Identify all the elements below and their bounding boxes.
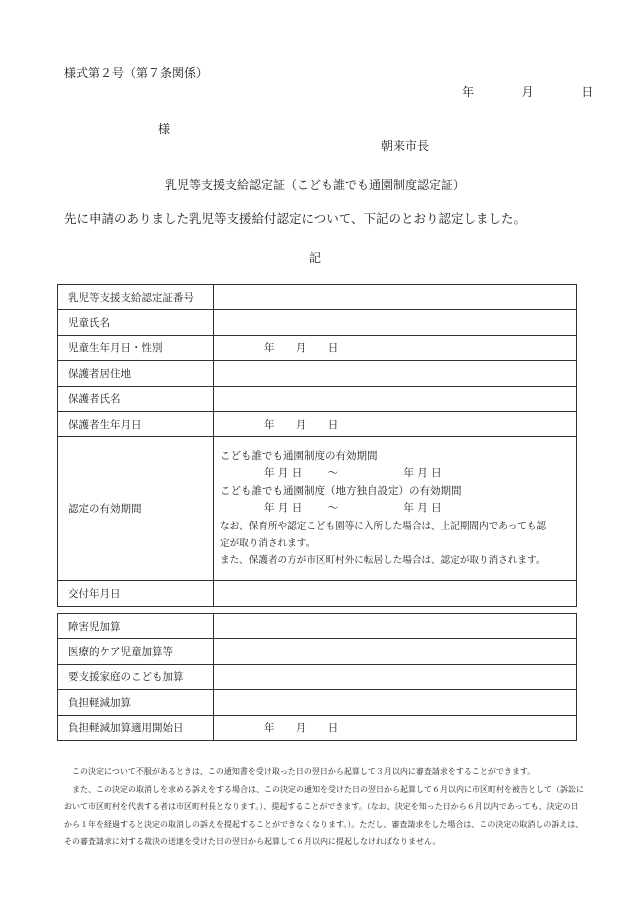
addressee-suffix: 様 bbox=[158, 122, 171, 136]
document-title: 乳児等支援支給認定証（こども誰でも通園制度認定証） bbox=[164, 178, 465, 192]
validity-label: 認定の有効期間 bbox=[58, 437, 214, 581]
validity-value bbox=[214, 437, 577, 581]
appeal-note-lawsuit: また、この決定の取消しを求める訴えをする場合は、この決定の通知を受けた日の翌日から起算して６月以内に市区町村を被告として（訴訟において市区町村を代表する者は市区町村長となります。）、提起することができます。（なお、決定を知った日から６月以内であっても、決定の日から１年を経過すると決定の取消しの訴えを提起することができなくなります。）。ただし、審査請求をした場合は、この決定の取消しの訴えは、その審査請求に対する裁決の送達を受けた日の翌日から起算して６月以内に提起しなければなりません。 bbox=[64, 784, 584, 846]
guardian-birth-label: 保護者生年月日 bbox=[58, 411, 214, 436]
support-family-addition-label: 要支援家庭のこども加算 bbox=[58, 664, 214, 689]
burden-reduction-value bbox=[214, 690, 577, 715]
table-row bbox=[58, 386, 577, 411]
child-birth-label: 児童生年月日・性別 bbox=[58, 335, 214, 360]
day-unit: 日 bbox=[431, 502, 442, 515]
certification-table bbox=[57, 284, 577, 607]
validity-period-standard bbox=[220, 465, 570, 482]
day-unit: 日 bbox=[291, 467, 303, 480]
child-birth-value bbox=[214, 335, 577, 360]
month-unit: 月 bbox=[417, 467, 428, 480]
support-family-addition-value bbox=[214, 664, 577, 689]
burden-start-date-label: 負担軽減加算適用開始日 bbox=[58, 715, 214, 740]
issue-date-label: 交付年月日 bbox=[58, 581, 214, 606]
appeal-notes bbox=[64, 763, 584, 851]
tilde-mark: ～ bbox=[327, 467, 339, 480]
medical-care-addition-value bbox=[214, 639, 577, 664]
date-year-label: 年 bbox=[462, 85, 475, 99]
burden-start-date-value bbox=[214, 715, 577, 740]
guardian-name-label: 保護者氏名 bbox=[58, 386, 214, 411]
year-unit: 年 bbox=[264, 342, 275, 355]
day-unit: 日 bbox=[431, 467, 442, 480]
table-row bbox=[58, 581, 577, 606]
year-unit: 年 bbox=[403, 467, 414, 480]
table-row bbox=[58, 690, 577, 715]
form-number: 様式第２号（第７条関係） bbox=[64, 66, 209, 80]
intro-text: 先に申請のありました乳児等支援給付認定について、下記のとおり認定しました。 bbox=[64, 211, 527, 226]
cert-number-label: 乳児等支援支給認定証番号 bbox=[58, 285, 214, 310]
month-unit: 月 bbox=[417, 502, 428, 515]
table-row bbox=[58, 715, 577, 740]
issue-date-header bbox=[462, 83, 593, 100]
table-row bbox=[58, 310, 577, 335]
ki-heading: 記 bbox=[308, 251, 321, 265]
validity-line-local: こども誰でも通園制度（地方独自設定）の有効期間 bbox=[220, 484, 462, 497]
guardian-birth-value bbox=[214, 411, 577, 436]
table-row bbox=[58, 335, 577, 360]
validity-note-nursery: なお、保育所や認定こども園等に入所した場合は、上記期間内であっても認 bbox=[220, 520, 547, 532]
table-row bbox=[58, 411, 577, 436]
month-unit: 月 bbox=[295, 418, 307, 431]
table-row bbox=[58, 664, 577, 689]
date-month-label: 月 bbox=[521, 85, 534, 99]
issuer-name: 朝来市長 bbox=[381, 139, 430, 153]
year-unit: 年 bbox=[264, 502, 275, 515]
burden-reduction-label: 負担軽減加算 bbox=[58, 690, 214, 715]
day-unit: 日 bbox=[327, 418, 339, 431]
month-unit: 月 bbox=[277, 502, 289, 515]
validity-note-relocation: また、保護者の方が市区町村外に転居した場合は、認定が取り消されます。 bbox=[220, 555, 546, 567]
validity-period-local bbox=[220, 500, 570, 517]
table-row bbox=[58, 437, 577, 581]
year-unit: 年 bbox=[403, 502, 414, 515]
cert-number-value bbox=[214, 285, 577, 310]
validity-line-standard: こども誰でも通園制度の有効期間 bbox=[220, 449, 378, 462]
month-unit: 月 bbox=[295, 722, 307, 735]
validity-note-nursery-cont: 定が取り消されます。 bbox=[220, 537, 316, 549]
guardian-address-value bbox=[214, 361, 577, 386]
guardian-name-value bbox=[214, 386, 577, 411]
child-name-value bbox=[214, 310, 577, 335]
disability-addition-label: 障害児加算 bbox=[58, 614, 214, 639]
day-unit: 日 bbox=[327, 722, 339, 735]
table-row bbox=[58, 361, 577, 386]
tilde-mark: ～ bbox=[327, 502, 339, 515]
year-unit: 年 bbox=[264, 418, 275, 431]
date-day-label: 日 bbox=[581, 85, 594, 99]
medical-care-addition-label: 医療的ケア児童加算等 bbox=[58, 639, 214, 664]
appeal-note-review: この決定について不服があるときは、この通知書を受け取った日の翌日から起算して３月以内に審査請求をすることができます。 bbox=[72, 767, 536, 776]
issue-date-value bbox=[214, 581, 577, 606]
month-unit: 月 bbox=[295, 342, 307, 355]
table-row bbox=[58, 285, 577, 310]
day-unit: 日 bbox=[291, 502, 303, 515]
year-unit: 年 bbox=[264, 467, 275, 480]
year-unit: 年 bbox=[264, 722, 275, 735]
child-name-label: 児童氏名 bbox=[58, 310, 214, 335]
guardian-address-label: 保護者居住地 bbox=[58, 361, 214, 386]
table-row bbox=[58, 614, 577, 639]
day-unit: 日 bbox=[327, 342, 339, 355]
additions-table bbox=[57, 613, 577, 741]
disability-addition-value bbox=[214, 614, 577, 639]
table-row bbox=[58, 639, 577, 664]
month-unit: 月 bbox=[277, 467, 289, 480]
